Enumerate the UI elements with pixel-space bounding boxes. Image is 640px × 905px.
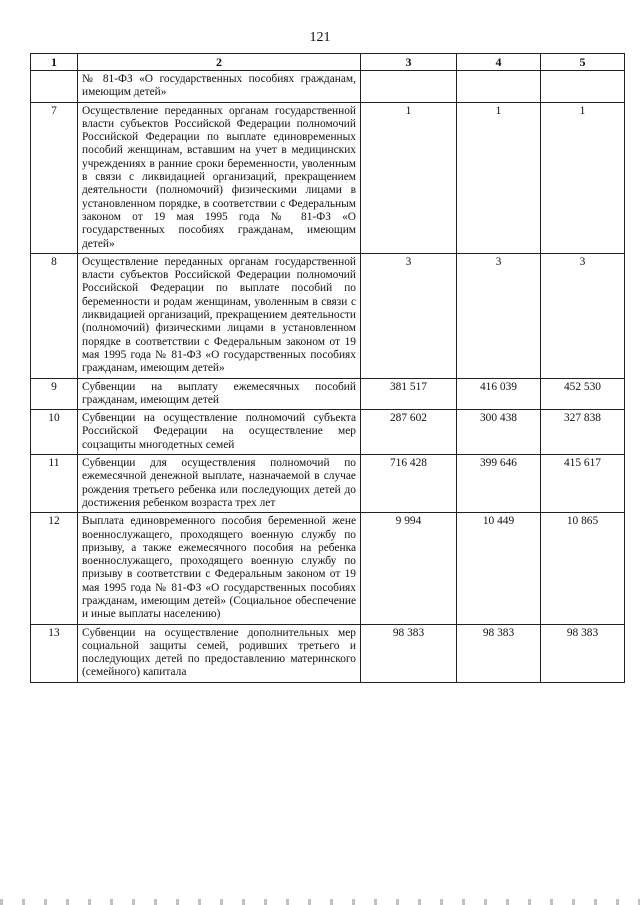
table-row [31,455,625,513]
value-col-4: 300 438 [457,410,541,455]
row-number: 10 [31,410,78,455]
value-col-3: 287 602 [361,410,457,455]
value-col-3: 3 [361,253,457,378]
value-col-4: 1 [457,102,541,253]
row-number: 8 [31,253,78,378]
header-cell: 3 [361,54,457,71]
value-col-5: 10 865 [541,513,625,624]
row-description: Субвенции на осуществление дополнительных мер социальной защиты семей, родивших третьего и последующих детей по предоставлению материнского (семейного) капитала [78,624,361,682]
row-description: Осуществление переданных органам государственной власти субъектов Российской Федерации полномочий Российской Федерации по выплате пособий по беременности и родам женщинам, уволенным в связи с ликвидацией организаций, прекращением деятельности (полномочий) физическими лицами в установленном порядке в соответствии с Федеральным законом от 19 мая 1995 года № 81-ФЗ «О государственных пособиях гражданам, имеющим детей» [78,253,361,378]
row-description: Выплата единовременного пособия беременной жене военнослужащего, проходящего военную службу по призыву, а также ежемесячного пособия на ребенка военнослужащего, проходящего военную службу по призыву в соответствии с Федеральным законом от 19 мая 1995 года № 81-ФЗ «О государственных пособиях гражданам, имеющим детей» (Социальное обеспечение и иные выплаты населению) [78,513,361,624]
row-number: 12 [31,513,78,624]
value-col-5: 3 [541,253,625,378]
value-col-3: 381 517 [361,378,457,410]
value-col-3 [361,71,457,103]
value-col-4: 10 449 [457,513,541,624]
row-number: 13 [31,624,78,682]
value-col-5: 327 838 [541,410,625,455]
value-col-4: 416 039 [457,378,541,410]
header-cell: 4 [457,54,541,71]
table-row [31,378,625,410]
value-col-5: 452 530 [541,378,625,410]
value-col-3: 1 [361,102,457,253]
value-col-4: 98 383 [457,624,541,682]
page-number: 121 [309,30,331,45]
header-cell: 2 [78,54,361,71]
table-row [31,71,625,103]
table-row [31,410,625,455]
budget-table [30,53,625,683]
value-col-5 [541,71,625,103]
value-col-5: 98 383 [541,624,625,682]
row-number: 7 [31,102,78,253]
value-col-3: 9 994 [361,513,457,624]
row-description: Субвенции для осуществления полномочий по ежемесячной денежной выплате, назначаемой в случае рождения третьего ребенка или последующих детей до достижения ребенком возраста трех лет [78,455,361,513]
row-number: 11 [31,455,78,513]
row-description: № 81-ФЗ «О государственных пособиях гражданам, имеющим детей» [78,71,361,103]
value-col-3: 716 428 [361,455,457,513]
row-description: Осуществление переданных органам государственной власти субъектов Российской Федерации полномочий Российской Федерации по выплате единовременных пособий женщинам, вставшим на учет в медицинских учреждениях в ранние сроки беременности, уволенным в связи с ликвидацией организаций, прекращением деятельности (полномочий) физическими лицами в установленном порядке, в соответствии с Федеральным законом от 19 мая 1995 года № 81-ФЗ «О государственных пособиях гражданам, имеющим детей» [78,102,361,253]
scan-edge-artifact [0,899,640,905]
value-col-5: 1 [541,102,625,253]
row-number: 9 [31,378,78,410]
row-number [31,71,78,103]
table-row [31,102,625,253]
value-col-4 [457,71,541,103]
table-row [31,513,625,624]
header-cell: 1 [31,54,78,71]
row-description: Субвенции на осуществление полномочий субъекта Российской Федерации на осуществление мер соцзащиты многодетных семей [78,410,361,455]
table-row [31,624,625,682]
value-col-5: 415 617 [541,455,625,513]
value-col-4: 3 [457,253,541,378]
row-description: Субвенции на выплату ежемесячных пособий гражданам, имеющим детей [78,378,361,410]
table-header-row [31,54,625,71]
table-row [31,253,625,378]
header-cell: 5 [541,54,625,71]
value-col-4: 399 646 [457,455,541,513]
value-col-3: 98 383 [361,624,457,682]
